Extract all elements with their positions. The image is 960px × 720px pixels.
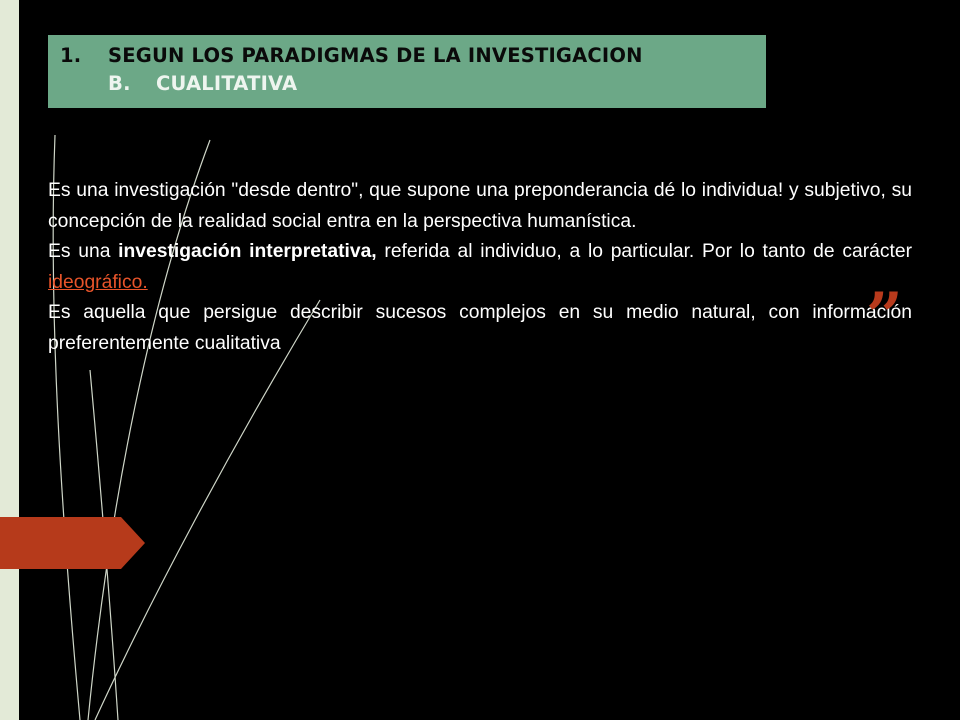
- paragraph-3: Es aquella que persigue describir sucesos complejos en su medio natural, con información preferentemente cualitativa: [48, 302, 912, 354]
- red-arrow-accent: [0, 517, 145, 569]
- slide-title-box: [48, 35, 766, 108]
- title-line-1: [48, 42, 766, 70]
- closing-quote-icon: ”: [866, 279, 903, 354]
- title-line-1-number: 1.: [60, 44, 82, 67]
- title-line-1-text: SEGUN LOS PARADIGMAS DE LA INVESTIGACION: [108, 44, 643, 67]
- title-line-2-letter: B.: [108, 72, 131, 95]
- paragraph-1: Es una investigación "desde dentro", que supone una preponderancia dé lo individua! y subjetivo, su concepción de la realidad social entra en la perspectiva humanística.: [48, 180, 912, 232]
- title-line-2-text: CUALITATIVA: [156, 72, 298, 95]
- paragraph-2-bold: investigación interpretativa,: [118, 241, 377, 262]
- title-line-2: [48, 70, 766, 98]
- left-side-strip: [0, 0, 19, 720]
- paragraph-2-middle: referida al individuo, a lo particular. Por lo tanto de carácter: [376, 241, 913, 262]
- ideografico-link[interactable]: ideográfico.: [48, 271, 148, 293]
- paragraph-2-start: Es una: [48, 241, 119, 262]
- paragraph-2: [48, 237, 912, 298]
- slide-body-text: [48, 176, 912, 359]
